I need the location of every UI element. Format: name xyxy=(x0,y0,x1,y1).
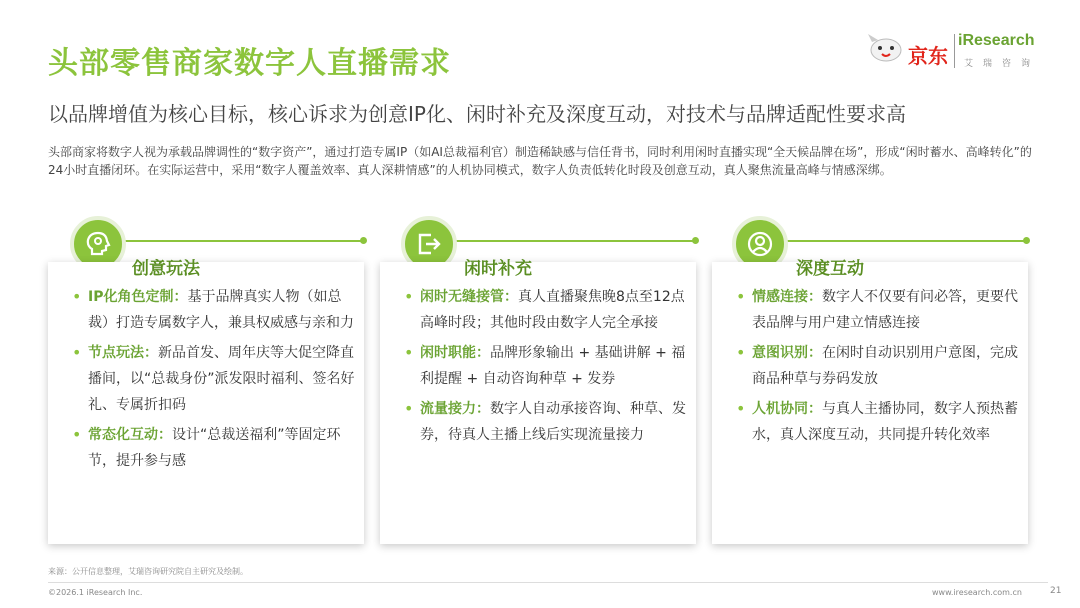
list-item-text: 新品首发、周年庆等大促空降直播间，以“总裁身份”派发限时福利、签名好礼、专属折扣码 xyxy=(88,345,355,413)
logo-area xyxy=(866,26,1066,76)
list-item xyxy=(730,284,1020,336)
column-1-dot xyxy=(360,237,367,244)
list-item-text: 基于品牌真实人物（如总裁）打造专属数字人，兼具权威感与亲和力 xyxy=(88,289,354,331)
iresearch-logo-text: iResearch xyxy=(958,32,1035,49)
column-3-card xyxy=(712,259,1028,544)
list-item-text: 设计“总裁送福利”等固定环节，提升参与感 xyxy=(88,427,341,469)
list-item-text: 数字人不仅要有问必答，更要代表品牌与用户建立情感连接 xyxy=(752,289,1018,331)
list-item-text: 在闲时自动识别用户意图，完成商品种草与券码发放 xyxy=(752,345,1018,387)
column-2-dot xyxy=(692,237,699,244)
column-2-line xyxy=(437,240,695,242)
list-item xyxy=(66,340,356,418)
logo-divider xyxy=(954,34,955,68)
list-item-text: 真人直播聚焦晚8点至12点高峰时段；其他时段由数字人完全承接 xyxy=(420,289,685,331)
source-note: 来源：公开信息整理，艾瑞咨询研究院自主研究及绘制。 xyxy=(48,567,248,576)
list-item xyxy=(66,284,356,336)
list-item-label: 闲时职能： xyxy=(420,345,490,361)
list-item xyxy=(730,396,1020,448)
list-item-label: IP化角色定制： xyxy=(88,289,188,305)
intro-paragraph: 头部商家将数字人视为承载品牌调性的“数字资产”，通过打造专属IP（如AI总裁福利官）制造稀缺感与信任背书，同时利用闲时直播实现“全天候品牌在场”，形成“闲时蓄水、高峰转化”的24小时直播闭环。在实际运营中，采用“数字人覆盖效率、真人深耕情感”的人机协同模式，数字人负责低转化时段及创意互动，真人聚焦流量高峰与情感深绑。 xyxy=(48,145,1032,177)
list-item-label: 闲时无缝接管： xyxy=(420,289,518,305)
copyright: ©2026.1 iResearch Inc. xyxy=(48,588,143,597)
list-item-label: 人机协同： xyxy=(752,401,822,417)
list-item-text: 品牌形象输出 + 基础讲解 + 福利提醒 + 自动咨询种草 + 发券 xyxy=(420,345,686,387)
page-subtitle: 以品牌增值为核心目标，核心诉求为创意IP化、闲时补充及深度互动，对技术与品牌适配性要求高 xyxy=(48,102,906,126)
list-item-label: 常态化互动： xyxy=(88,427,172,443)
column-3-line xyxy=(768,240,1026,242)
footer-divider xyxy=(48,582,1048,583)
list-item xyxy=(398,284,688,336)
list-item xyxy=(398,396,688,448)
login-arrow-icon xyxy=(415,230,443,258)
list-item xyxy=(730,340,1020,392)
head-idea-icon xyxy=(84,230,112,258)
column-2-title: 闲时补充 xyxy=(464,259,532,279)
list-item-label: 节点玩法： xyxy=(88,345,158,361)
column-1-line xyxy=(105,240,363,242)
iresearch-logo-subtext: 艾瑞咨询 xyxy=(964,59,1041,69)
list-item-label: 情感连接： xyxy=(752,289,822,305)
column-2-list xyxy=(398,284,688,452)
page-title: 头部零售商家数字人直播需求 xyxy=(48,46,451,81)
list-item xyxy=(66,422,356,474)
page-number: 21 xyxy=(1050,586,1062,596)
user-icon xyxy=(746,230,774,258)
list-item-label: 意图识别： xyxy=(752,345,822,361)
jd-dog-logo-icon xyxy=(866,32,906,66)
list-item-label: 流量接力： xyxy=(420,401,490,417)
column-1-card xyxy=(48,259,364,544)
list-item-text: 与真人主播协同，数字人预热蓄水，真人深度互动，共同提升转化效率 xyxy=(752,401,1018,443)
column-2-card xyxy=(380,259,696,544)
list-item-text: 数字人自动承接咨询、种草、发券，待真人主播上线后实现流量接力 xyxy=(420,401,686,443)
column-3-dot xyxy=(1023,237,1030,244)
website: www.iresearch.com.cn xyxy=(932,588,1022,597)
column-3-title: 深度互动 xyxy=(796,259,864,279)
column-3-list xyxy=(730,284,1020,452)
column-1-list xyxy=(66,284,356,478)
list-item xyxy=(398,340,688,392)
column-1-title: 创意玩法 xyxy=(132,259,200,279)
jd-logo-text: 京东 xyxy=(908,44,948,68)
